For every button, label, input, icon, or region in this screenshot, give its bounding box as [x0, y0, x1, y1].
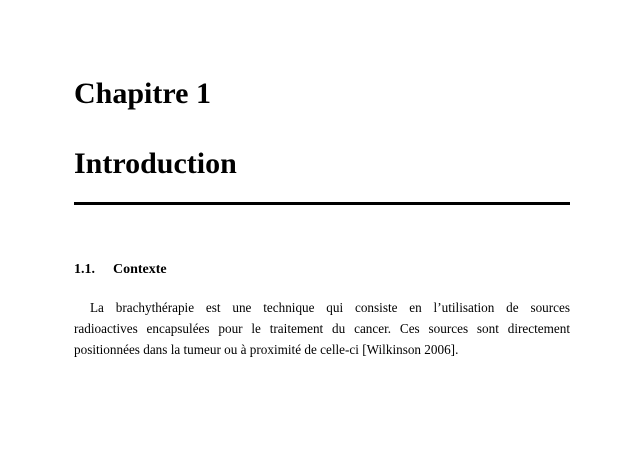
section-heading — [74, 261, 167, 279]
body-paragraph — [74, 297, 570, 360]
section-number: 1.1. — [74, 262, 95, 277]
title-divider — [74, 202, 570, 205]
paragraph-line: La brachythérapie est une technique qui consiste en l’utilisation de sources — [90, 300, 570, 315]
chapter-title: Introduction — [74, 147, 237, 180]
section-title: Contexte — [113, 262, 167, 277]
paragraph-line: positionnées dans la tumeur ou à proximité de celle-ci [Wilkinson 2006]. — [74, 342, 459, 357]
paragraph-line: radioactives encapsulées pour le traitement du cancer. Ces sources sont directement — [74, 321, 570, 336]
chapter-label: Chapitre 1 — [74, 77, 211, 110]
